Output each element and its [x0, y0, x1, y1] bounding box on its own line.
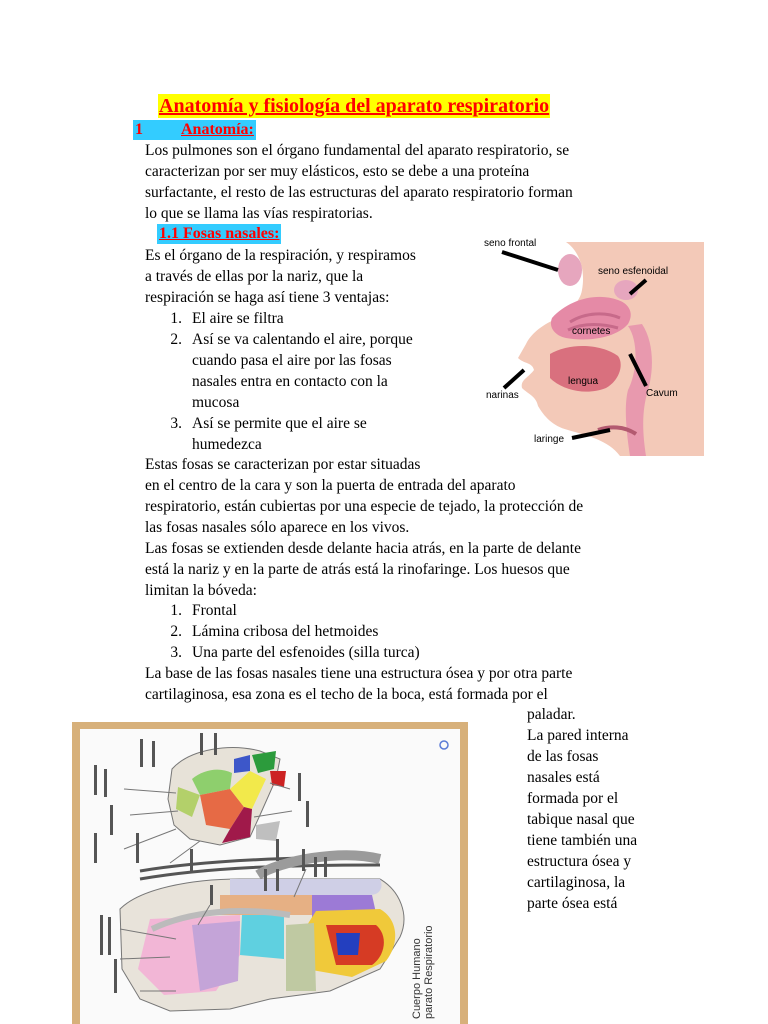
- respiratory-chart-figure: [80, 729, 460, 1024]
- fosas-paragraph: [145, 245, 416, 308]
- label-seno-esfenoidal: seno esfenoidal: [598, 266, 669, 277]
- figure-caption-line2: parato Respiratorio: [423, 925, 435, 1019]
- list-item-cont: mucosa: [192, 394, 240, 411]
- page-title: Anatomía y fisiología del aparato respiratorio: [159, 95, 550, 117]
- text-line: estructura ósea y: [527, 853, 632, 870]
- label-narinas: narinas: [486, 390, 519, 401]
- text-line: Las fosas se extienden desde delante hacia atrás, en la parte de delante: [145, 540, 581, 557]
- text-line: Los pulmones son el órgano fundamental del aparato respiratorio, se: [145, 142, 570, 159]
- text-line: surfactante, el resto de las estructuras del aparato respiratorio forman: [145, 184, 573, 201]
- list-item-cont: nasales entra en contacto con la: [192, 373, 388, 390]
- section-heading-fosas-nasales: 1.1 Fosas nasales:: [159, 225, 280, 242]
- list-item: 2. Así se va calentando el aire, porque: [170, 331, 413, 348]
- text-line: formada por el: [527, 790, 619, 807]
- label-laringe: laringe: [534, 434, 565, 445]
- label-lengua: lengua: [568, 376, 599, 387]
- side-paragraph: [527, 704, 637, 914]
- base-paragraph: [145, 663, 572, 705]
- section-title: Anatomía:: [181, 121, 254, 138]
- situadas-paragraph: [145, 454, 583, 601]
- text-line: en el centro de la cara y son la puerta de entrada del aparato: [145, 477, 516, 494]
- section-heading-anatomia: [133, 120, 256, 140]
- text-line: respiratorio, están cubiertas por una especie de tejado, la protección de: [145, 498, 584, 515]
- text-line: La base de las fosas nasales tiene una estructura ósea y por otra parte: [145, 665, 573, 682]
- list-item-cont: humedezca: [192, 436, 262, 453]
- figure-caption-line1: Cuerpo Humano: [411, 938, 423, 1019]
- nasal-anatomy-figure: [478, 230, 704, 456]
- text-line: La pared interna: [527, 727, 629, 744]
- frontal-sinus-shape: [558, 254, 582, 286]
- text-line: Estas fosas se caracterizan por estar situadas: [145, 456, 421, 473]
- text-line: las fosas nasales sólo aparece en los vivos.: [145, 519, 410, 536]
- list-item: 3. Así se permite que el aire se: [170, 415, 367, 432]
- list-item: 3. Una parte del esfenoides (silla turca): [170, 644, 420, 661]
- list-item: 1. El aire se filtra: [170, 310, 284, 327]
- text-line: cartilaginosa, esa zona es el techo de la boca, está formada por el: [145, 686, 548, 703]
- huesos-list: [158, 600, 420, 663]
- label-cavum: Cavum: [646, 388, 678, 399]
- text-line: tiene también una: [527, 832, 638, 849]
- text-line: limitan la bóveda:: [145, 582, 257, 599]
- list-item: 1. Frontal: [170, 602, 237, 619]
- text-line: Es el órgano de la respiración, y respiramos: [145, 247, 416, 264]
- text-line: lo que se llama las vías respiratorias.: [145, 205, 373, 222]
- label-cornetes: cornetes: [572, 326, 611, 337]
- ventajas-list: [158, 308, 413, 455]
- text-line: está la nariz y en la parte de atrás está la rinofaringe. Los huesos que: [145, 561, 570, 578]
- text-line: parte ósea está: [527, 895, 618, 912]
- text-line: de las fosas: [527, 748, 599, 765]
- text-line: respiración se haga así tiene 3 ventajas:: [145, 289, 390, 306]
- text-line: paladar.: [527, 706, 576, 723]
- list-item-cont: cuando pasa el aire por las fosas: [192, 352, 392, 369]
- text-line: cartilaginosa, la: [527, 874, 626, 891]
- intro-paragraph: [145, 140, 573, 224]
- text-line: nasales está: [527, 769, 600, 786]
- label-seno-frontal: seno frontal: [484, 238, 537, 249]
- text-line: caracterizan por ser muy elásticos, esto se debe a una proteína: [145, 163, 530, 180]
- framed-figure: [72, 722, 468, 1024]
- list-item: 2. Lámina cribosa del hetmoides: [170, 623, 379, 640]
- section-number: 1: [135, 121, 143, 138]
- text-line: a través de ellas por la nariz, que la: [145, 268, 364, 285]
- text-line: tabique nasal que: [527, 811, 635, 828]
